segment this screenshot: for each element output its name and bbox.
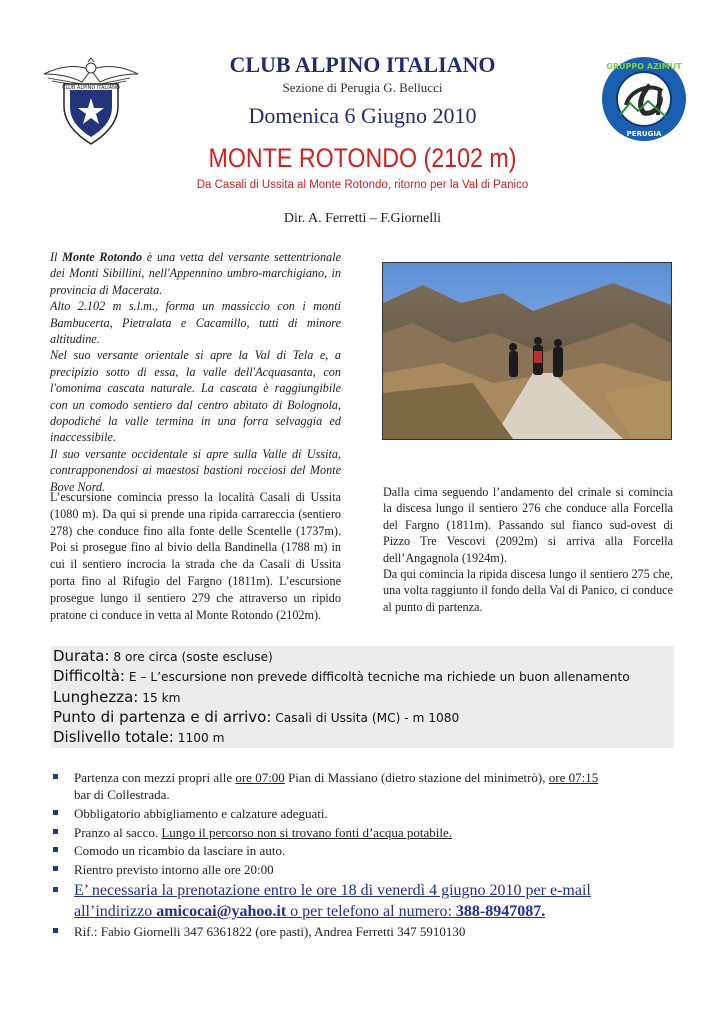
svg-text:GRUPPO AZIMUT: GRUPPO AZIMUT <box>606 62 682 71</box>
departure-time-1: ore 07:00 <box>235 770 285 785</box>
intro-text <box>50 249 341 495</box>
info-value: E – L’escursione non prevede difficoltà tecniche ma richiede un buon allenamento <box>124 670 630 684</box>
info-difficolta <box>53 666 630 685</box>
section-name: Sezione di Perugia G. Bellucci <box>282 80 443 95</box>
info-value: 1100 m <box>173 731 225 745</box>
square-bullet-icon <box>53 866 58 871</box>
info-durata <box>53 646 273 665</box>
info-value: 8 ore circa (soste escluse) <box>109 650 273 664</box>
intro-paragraph: Il Monte Rotondo è una vetta del versante settentrionale dei Monti Sibillini, nell'Appennino umbro-marchigiano, in provincia di Macerata. <box>50 250 341 297</box>
intro-paragraph: Il suo versante occidentale si apre sulla Valle di Ussita, contrapponendosi ai maestosi bastioni rocciosi del Monte Bove Nord. <box>50 446 341 494</box>
intro-mountain-name: Monte Rotondo <box>62 250 143 264</box>
list-item: Rif.: Fabio Giornelli 347 6361822 (ore pasti), Andrea Ferretti 347 5910130 <box>50 923 690 940</box>
square-bullet-icon <box>53 810 58 815</box>
email-link[interactable]: amicocai@yahoo.it <box>156 902 287 920</box>
list-item: Obbligatorio abbigliamento e calzature adeguati. <box>50 805 690 822</box>
description-paragraph: Da qui comincia la ripida discesa lungo il sentiero 275 che, una volta raggiunto il fondo della Val di Panico, ci conduce al punto di partenza. <box>383 567 673 614</box>
phone-number: 388-8947087. <box>455 902 546 920</box>
list-item: Rientro previsto intorno alle ore 20:00 <box>50 861 690 878</box>
description-paragraph: L’escursione comincia presso la località Casali di Ussita (1080 m). Da qui si prende una ripida carrareccia (sentiero 278) che conduce fino alla fonte delle Scentelle (1737m). Poi si prosegue fino al bivio della Bandinella (1788 m) in cui il sentiero incrocia la strada che da Casali di Ussita porta fino al Rifugio del Fargno (1811m). L’escursione prosegue lungo il sentiero 279 che attraverso un ripido pratone ci conduce in vetta al Monte Rotondo (2102m). <box>50 490 341 622</box>
info-lunghezza <box>53 687 181 706</box>
svg-text:PERUGIA: PERUGIA <box>626 130 662 138</box>
description-right <box>383 484 673 615</box>
square-bullet-icon <box>53 774 58 779</box>
square-bullet-icon <box>53 847 58 852</box>
info-value: 15 km <box>138 691 181 705</box>
route-subtitle: Da Casali di Ussita al Monte Rotondo, ritorno per la Val di Panico <box>196 179 529 191</box>
notes-list <box>50 769 690 942</box>
intro-paragraph: Alto 2.102 m s.l.m., forma un massiccio con i monti Bambucerta, Pietralata e Cacamillo, tutti di minore altitudine. <box>50 299 341 347</box>
info-label: Dislivello totale: <box>53 728 174 746</box>
departure-time-2: ore 07:15 <box>548 770 599 785</box>
club-title: CLUB ALPINO ITALIANO <box>229 52 496 77</box>
list-item-booking: E’ necessaria la prenotazione entro le ore 18 di venerdì 4 giugno 2010 per e-mail all’indirizzo amicocai@yahoo.it o per telefono al numero: 388-8947087. <box>50 880 690 922</box>
info-value: Casali di Ussita (MC) - m 1080 <box>271 711 460 725</box>
info-label: Durata: <box>53 647 110 665</box>
list-item: Partenza con mezzi propri alle ore 07:00 Pian di Massiano (dietro stazione del minimetrò), ore 07:15 bar di Collestrada. <box>50 769 690 803</box>
info-partenza <box>53 707 459 726</box>
intro-paragraph: Nel suo versante orientale si apre la Val di Tela e, a precipizio sotto di essa, la valle dell'Acquasanta, con l'omonima cascata naturale. La cascata è raggiungibile con un comodo sentiero dal centro abitato di Bolognola, dopodiché la valle termina in una forra selvaggia ed inaccessibile. <box>50 348 341 445</box>
hikers-photo <box>382 262 672 440</box>
svg-text:CLUB ALPINO ITALIANO: CLUB ALPINO ITALIANO <box>62 85 120 91</box>
info-dislivello <box>53 727 224 746</box>
list-item: Pranzo al sacco. Lungo il percorso non si trovano fonti d’acqua potabile. <box>50 824 690 841</box>
info-label: Punto di partenza e di arrivo: <box>53 708 272 726</box>
info-box <box>51 646 674 748</box>
mountain-title: MONTE ROTONDO (2102 m) <box>208 143 517 173</box>
info-label: Lunghezza: <box>53 688 139 706</box>
list-item: Comodo un ricambio da lasciare in auto. <box>50 842 690 859</box>
square-bullet-icon <box>53 928 58 933</box>
description-left <box>50 489 341 623</box>
square-bullet-icon <box>53 829 58 834</box>
directors: Dir. A. Ferretti – F.Giornelli <box>283 211 442 226</box>
event-date: Domenica 6 Giugno 2010 <box>248 103 477 128</box>
info-label: Difficoltà: <box>53 667 125 685</box>
description-paragraph: Dalla cima seguendo l’andamento del crinale si comincia la discesa lungo il sentiero 276 che conduce alla Forcella del Fargno (1811m). Passando sul fianco sud-ovest di Pizzo Tre Vescovi (2092m) si arriva alla Forcella dell’Angagnola (1924m). <box>383 485 673 565</box>
square-bullet-icon <box>53 887 58 892</box>
